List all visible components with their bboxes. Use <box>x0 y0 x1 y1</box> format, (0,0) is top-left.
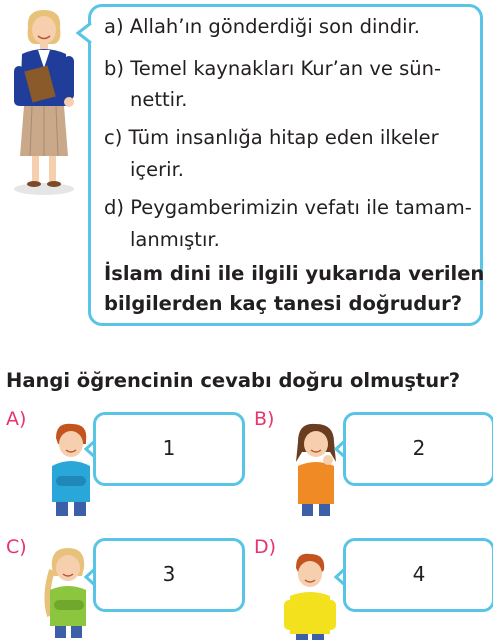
statement-c-line1: Tüm insanlığa hitap eden ilkeler <box>128 126 439 149</box>
statement-b-line1: Temel kaynakları Kur’an ve sün- <box>130 57 441 80</box>
statement-d <box>104 196 472 220</box>
student-c-icon <box>40 546 94 640</box>
statement-c-label: c) <box>104 126 123 149</box>
statement-d-line2: lanmıştır. <box>130 228 220 251</box>
statement-c <box>104 126 439 150</box>
student-d-icon <box>282 552 336 640</box>
question-text: Hangi öğrencinin cevabı doğru olmuştur? <box>6 369 461 392</box>
statement-b-line2: nettir. <box>130 88 188 111</box>
statement-c-line2: içerir. <box>130 158 184 181</box>
statement-a-label: a) <box>104 15 124 38</box>
option-c-letter: C) <box>6 536 27 558</box>
statement-a <box>104 15 420 39</box>
statement-d-line1: Peygamberimizin vefatı ile tamam- <box>130 196 472 219</box>
option-d-letter: D) <box>254 536 277 558</box>
student-b-icon <box>290 422 342 518</box>
option-d-answer: 4 <box>412 562 426 586</box>
prompt-line-2: bilgilerden kaç tanesi doğrudur? <box>104 292 463 315</box>
statement-a-text: Allah’ın gönderdiği son dindir. <box>129 15 420 38</box>
statement-b <box>104 57 441 81</box>
option-c-answer: 3 <box>162 562 176 586</box>
option-b-letter: B) <box>254 408 275 430</box>
speech-tail-icon <box>76 22 92 44</box>
option-a-answer: 1 <box>162 436 176 460</box>
student-a-icon <box>46 422 96 518</box>
statement-d-label: d) <box>104 196 124 219</box>
option-b-answer: 2 <box>412 436 426 460</box>
option-a-letter: A) <box>6 408 27 430</box>
teacher-illustration <box>4 6 84 196</box>
statement-b-label: b) <box>104 57 124 80</box>
prompt-line-1: İslam dini ile ilgili yukarıda verilen <box>104 262 485 285</box>
